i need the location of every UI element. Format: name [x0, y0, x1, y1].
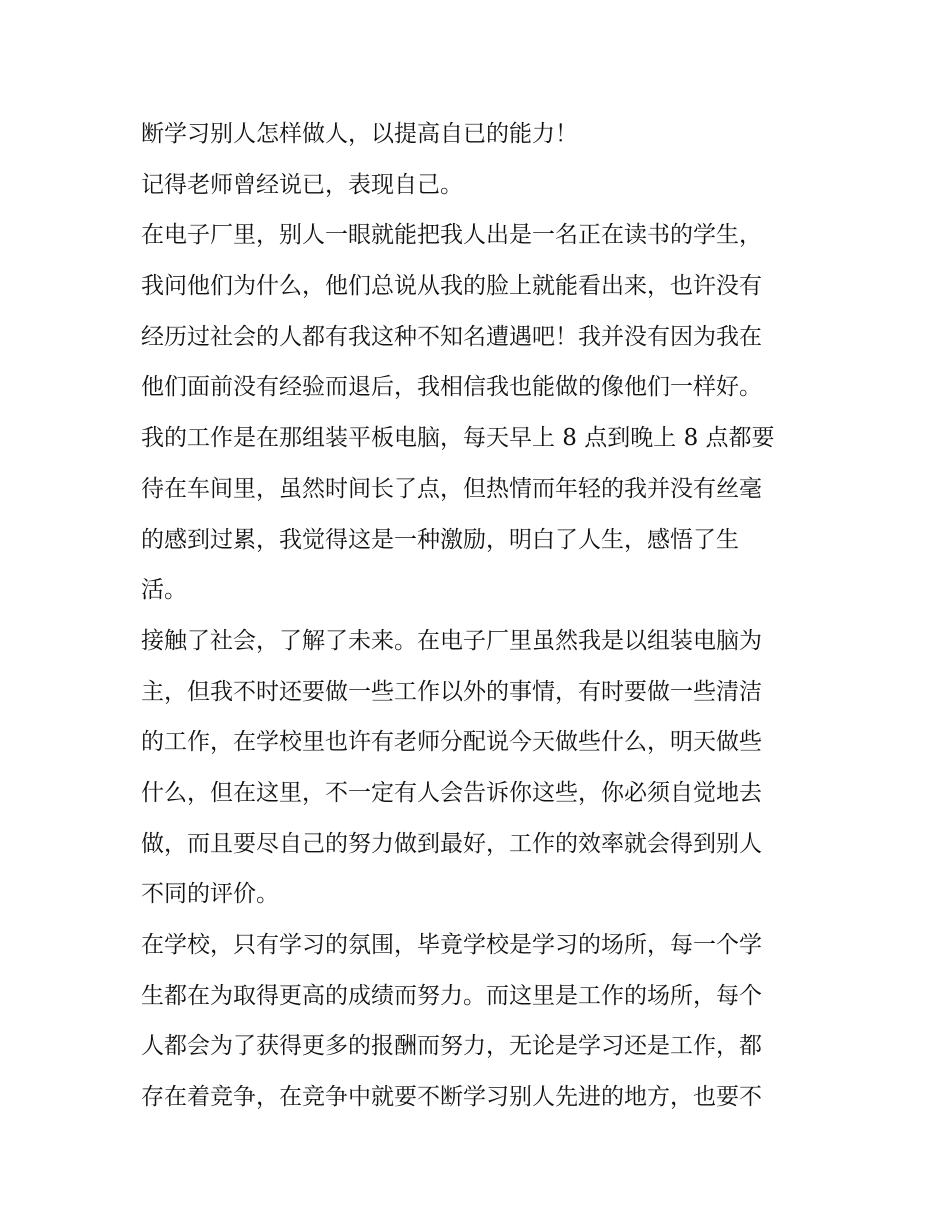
text-line: 我的工作是在那组装平板电脑，每天早上 8 点到晚上 8 点都要: [141, 425, 775, 452]
text-line: 不同的评价。: [141, 881, 279, 908]
text-line: 待在车间里，虽然时间长了点，但热情而年轻的我并没有丝毫: [141, 475, 762, 502]
document-body: [141, 109, 816, 1123]
text-line: 的感到过累，我觉得这是一种激励，明白了人生，感悟了生: [141, 526, 739, 553]
text-line: 做，而且要尽自己的努力做到最好，工作的效率就会得到别人: [141, 830, 762, 857]
text-line: 断学习别人怎样做人，以提高自已的能力！: [141, 121, 578, 147]
text-line: 什么，但在这里，不一定有人会告诉你这些，你必须自觉地去: [141, 779, 762, 806]
text-line: 接触了社会，了解了未来。在电子厂里虽然我是以组装电脑为: [141, 627, 762, 654]
text-line: 主，但我不时还要做一些工作以外的事情，有时要做一些清洁: [141, 678, 762, 705]
text-line: 的工作，在学校里也许有老师分配说今天做些什么，明天做些: [141, 729, 762, 756]
text-line: 人都会为了获得更多的报酬而努力，无论是学习还是工作，都: [141, 1033, 762, 1060]
text-line: 在电子厂里，别人一眼就能把我人出是一名正在读书的学生，: [141, 222, 762, 249]
text-line: 存在着竞争，在竞争中就要不断学习别人先进的地方，也要不: [141, 1084, 762, 1111]
text-line: 记得老师曾经说已，表现自己。: [141, 171, 463, 198]
text-line: 活。: [141, 577, 187, 604]
text-line: 生都在为取得更高的成绩而努力。而这里是工作的场所，每个: [141, 982, 762, 1009]
text-line: 我问他们为什么，他们总说从我的脸上就能看出来，也许没有: [141, 273, 762, 300]
text-line: 在学校，只有学习的氛围，毕竟学校是学习的场所，每一个学: [141, 932, 762, 958]
text-line: 经历过社会的人都有我这种不知名遭遇吧！我并没有因为我在: [141, 323, 762, 350]
text-line: 他们面前没有经验而退后，我相信我也能做的像他们一样好。: [141, 374, 762, 401]
